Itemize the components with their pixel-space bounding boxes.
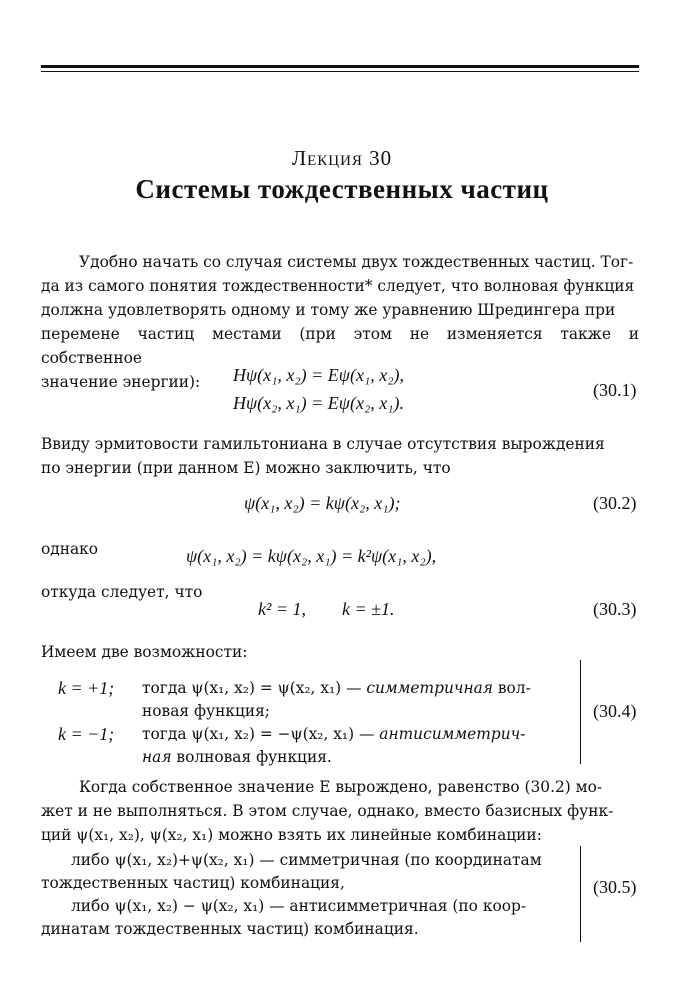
header-rule-thick	[41, 65, 639, 68]
whence-label: откуда следует, что	[41, 583, 203, 601]
case-2-line-1	[142, 723, 525, 746]
case-1-condition: k = +1;	[58, 678, 115, 698]
combination-line-2: тождественных частиц) комбинация,	[41, 874, 345, 892]
degenerate-paragraph	[41, 775, 639, 847]
equation-30-4-bracket	[580, 660, 581, 764]
equation-30-1-line-1: Hψ(x₁, x₂) = Eψ(x₁, x₂),	[233, 365, 404, 385]
case-2-antisymmetric-end: ная	[142, 748, 172, 766]
combination-line-3: либо ψ(x₁, x₂) − ψ(x₂, x₁) — антисимметричная (по коор-	[71, 897, 527, 915]
hermiticity-paragraph	[41, 432, 639, 480]
equation-30-3: k² = 1, k = ±1.	[258, 599, 395, 619]
combination-line-4: динатам тождественных частиц) комбинация.	[41, 920, 419, 938]
case-1-line-1	[142, 677, 531, 700]
case-1-text: тогда ψ(x₁, x₂) = ψ(x₂, x₁) —	[142, 679, 367, 697]
intro-line-4: перемене частиц местами (при этом не изменяется также и собственное	[41, 325, 639, 367]
combination-line-1: либо ψ(x₁, x₂)+ψ(x₂, x₁) — симметричная (по координатам	[71, 851, 542, 869]
intro-line-1: Удобно начать со случая системы двух тождественных частиц. Тог-	[79, 253, 634, 271]
equation-number-30-1: (30.1)	[593, 380, 637, 400]
case-1-symmetric: симметричная	[366, 679, 493, 697]
case-2-text-end: волновая функция.	[171, 748, 332, 766]
equation-number-30-3: (30.3)	[593, 599, 637, 619]
equation-however: ψ(x₁, x₂) = kψ(x₂, x₁) = k²ψ(x₁, x₂),	[186, 546, 437, 566]
chapter-title: Системы тождественных частиц	[135, 174, 549, 204]
equation-number-30-5: (30.5)	[593, 877, 637, 897]
lecture-number: Лекция 30	[291, 146, 393, 170]
case-2-antisymmetric: антисимметрич-	[379, 725, 526, 743]
equation-30-5-block	[41, 849, 571, 941]
case-1-text-end: вол-	[492, 679, 531, 697]
equation-number-30-4: (30.4)	[593, 701, 637, 721]
intro-line-3: должна удовлетворять одному и тому же уравнению Шредингера при	[41, 301, 616, 319]
case-2-text: тогда ψ(x₁, x₂) = −ψ(x₂, x₁) —	[142, 725, 380, 743]
intro-line-2: да из самого понятия тождественности* следует, что волновая функция	[41, 277, 635, 295]
however-label: однако	[41, 540, 99, 558]
case-2-condition: k = −1;	[58, 724, 115, 744]
degenerate-line-2: жет и не выполняться. В этом случае, однако, вместо базисных функ-	[41, 802, 614, 820]
possibilities-intro: Имеем две возможности:	[41, 643, 248, 661]
equation-30-1-line-2: Hψ(x₂, x₁) = Eψ(x₂, x₁).	[233, 393, 404, 413]
equation-30-5-bracket	[580, 846, 581, 942]
case-1-line-2: новая функция;	[142, 702, 270, 720]
hermiticity-line-1: Ввиду эрмитовости гамильтониана в случае отсутствия вырождения	[41, 435, 605, 453]
equation-30-4-cases	[58, 677, 568, 769]
equation-30-2: ψ(x₁, x₂) = kψ(x₂, x₁);	[244, 493, 401, 513]
intro-line-5: значение энергии):	[41, 373, 201, 391]
degenerate-line-3: ций ψ(x₁, x₂), ψ(x₂, x₁) можно взять их линейные комбинации:	[41, 826, 542, 844]
equation-number-30-2: (30.2)	[593, 493, 637, 513]
degenerate-line-1: Когда собственное значение E вырождено, равенство (30.2) мо-	[79, 778, 603, 796]
case-2-line-2	[142, 746, 332, 769]
hermiticity-line-2: по энергии (при данном E) можно заключить, что	[41, 459, 451, 477]
header-rule-thin	[41, 71, 639, 72]
